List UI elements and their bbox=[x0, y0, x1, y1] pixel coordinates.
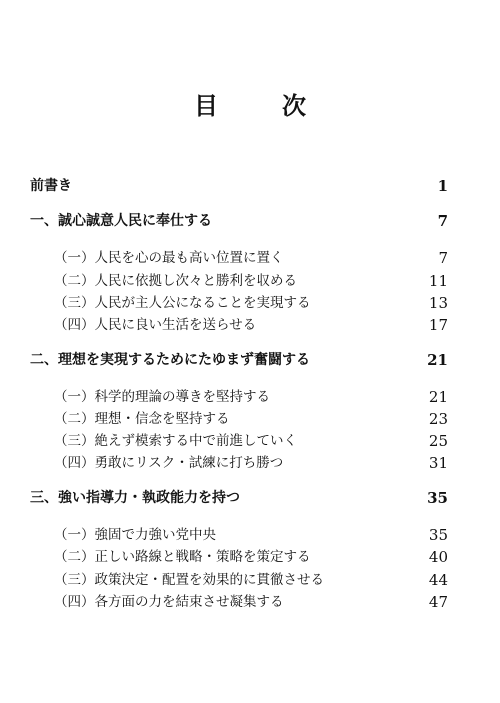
toc-entry-preface[interactable] bbox=[30, 176, 448, 196]
toc-section-2-1[interactable] bbox=[54, 387, 448, 407]
toc-entry-label: （三）人民が主人公になることを実現する bbox=[54, 295, 311, 311]
toc-entry-label: 三、強い指導力・執政能力を持つ bbox=[30, 490, 240, 506]
toc-entry-label: （一）人民を心の最も高い位置に置く bbox=[54, 250, 284, 266]
toc-entry-label: （四）勇敢にリスク・試練に打ち勝つ bbox=[54, 455, 284, 471]
toc-entry-label: 前書き bbox=[30, 178, 72, 194]
toc-page-number: 44 bbox=[428, 571, 448, 589]
toc-page-number: 13 bbox=[428, 294, 448, 312]
toc-section-3-3[interactable] bbox=[54, 570, 448, 590]
toc-entry-label: （二）正しい路線と戦略・策略を策定する bbox=[54, 549, 311, 565]
toc-chapter-3[interactable] bbox=[30, 488, 448, 508]
toc-section-2-3[interactable] bbox=[54, 431, 448, 451]
toc-entry-label: （二）理想・信念を堅持する bbox=[54, 411, 230, 427]
toc-page-number: 21 bbox=[427, 351, 448, 369]
toc-page-number: 7 bbox=[437, 212, 448, 230]
table-of-contents bbox=[30, 0, 448, 703]
toc-entry-label: （一）強固で力強い党中央 bbox=[54, 527, 216, 543]
toc-section-1-4[interactable] bbox=[54, 315, 448, 335]
toc-page-number: 25 bbox=[428, 432, 448, 450]
toc-page-number: 35 bbox=[427, 489, 448, 507]
toc-entry-label: （四）人民に良い生活を送らせる bbox=[54, 317, 257, 333]
toc-page-number: 11 bbox=[428, 272, 448, 290]
page-title: 目 次 bbox=[194, 92, 326, 120]
toc-page-number: 47 bbox=[428, 593, 448, 611]
toc-chapter-2[interactable] bbox=[30, 350, 448, 370]
toc-entry-label: （二）人民に依拠し次々と勝利を収める bbox=[54, 273, 297, 289]
toc-section-3-4[interactable] bbox=[54, 592, 448, 612]
toc-page-number: 23 bbox=[428, 410, 448, 428]
toc-section-3-2[interactable] bbox=[54, 547, 448, 567]
toc-page-number: 21 bbox=[428, 388, 448, 406]
toc-page-number: 7 bbox=[438, 249, 448, 267]
toc-page-number: 40 bbox=[428, 548, 448, 566]
toc-entry-label: （三）絶えず模索する中で前進していく bbox=[54, 433, 297, 449]
toc-page-number: 17 bbox=[428, 316, 448, 334]
toc-entry-label: 一、誠心誠意人民に奉仕する bbox=[30, 213, 212, 229]
toc-page-number: 1 bbox=[437, 177, 448, 195]
toc-page-number: 31 bbox=[428, 454, 448, 472]
toc-page-number: 35 bbox=[428, 526, 448, 544]
toc-section-1-1[interactable] bbox=[54, 248, 448, 268]
toc-section-2-4[interactable] bbox=[54, 453, 448, 473]
toc-entry-label: 二、理想を実現するためにたゆまず奮闘する bbox=[30, 352, 310, 368]
toc-section-3-1[interactable] bbox=[54, 525, 448, 545]
toc-section-1-2[interactable] bbox=[54, 271, 448, 291]
toc-entry-label: （一）科学的理論の導きを堅持する bbox=[54, 389, 270, 405]
toc-section-2-2[interactable] bbox=[54, 409, 448, 429]
toc-chapter-1[interactable] bbox=[30, 211, 448, 231]
toc-section-1-3[interactable] bbox=[54, 293, 448, 313]
toc-entry-label: （四）各方面の力を結束させ凝集する bbox=[54, 594, 284, 610]
toc-entry-label: （三）政策決定・配置を効果的に貫徹させる bbox=[54, 572, 324, 588]
